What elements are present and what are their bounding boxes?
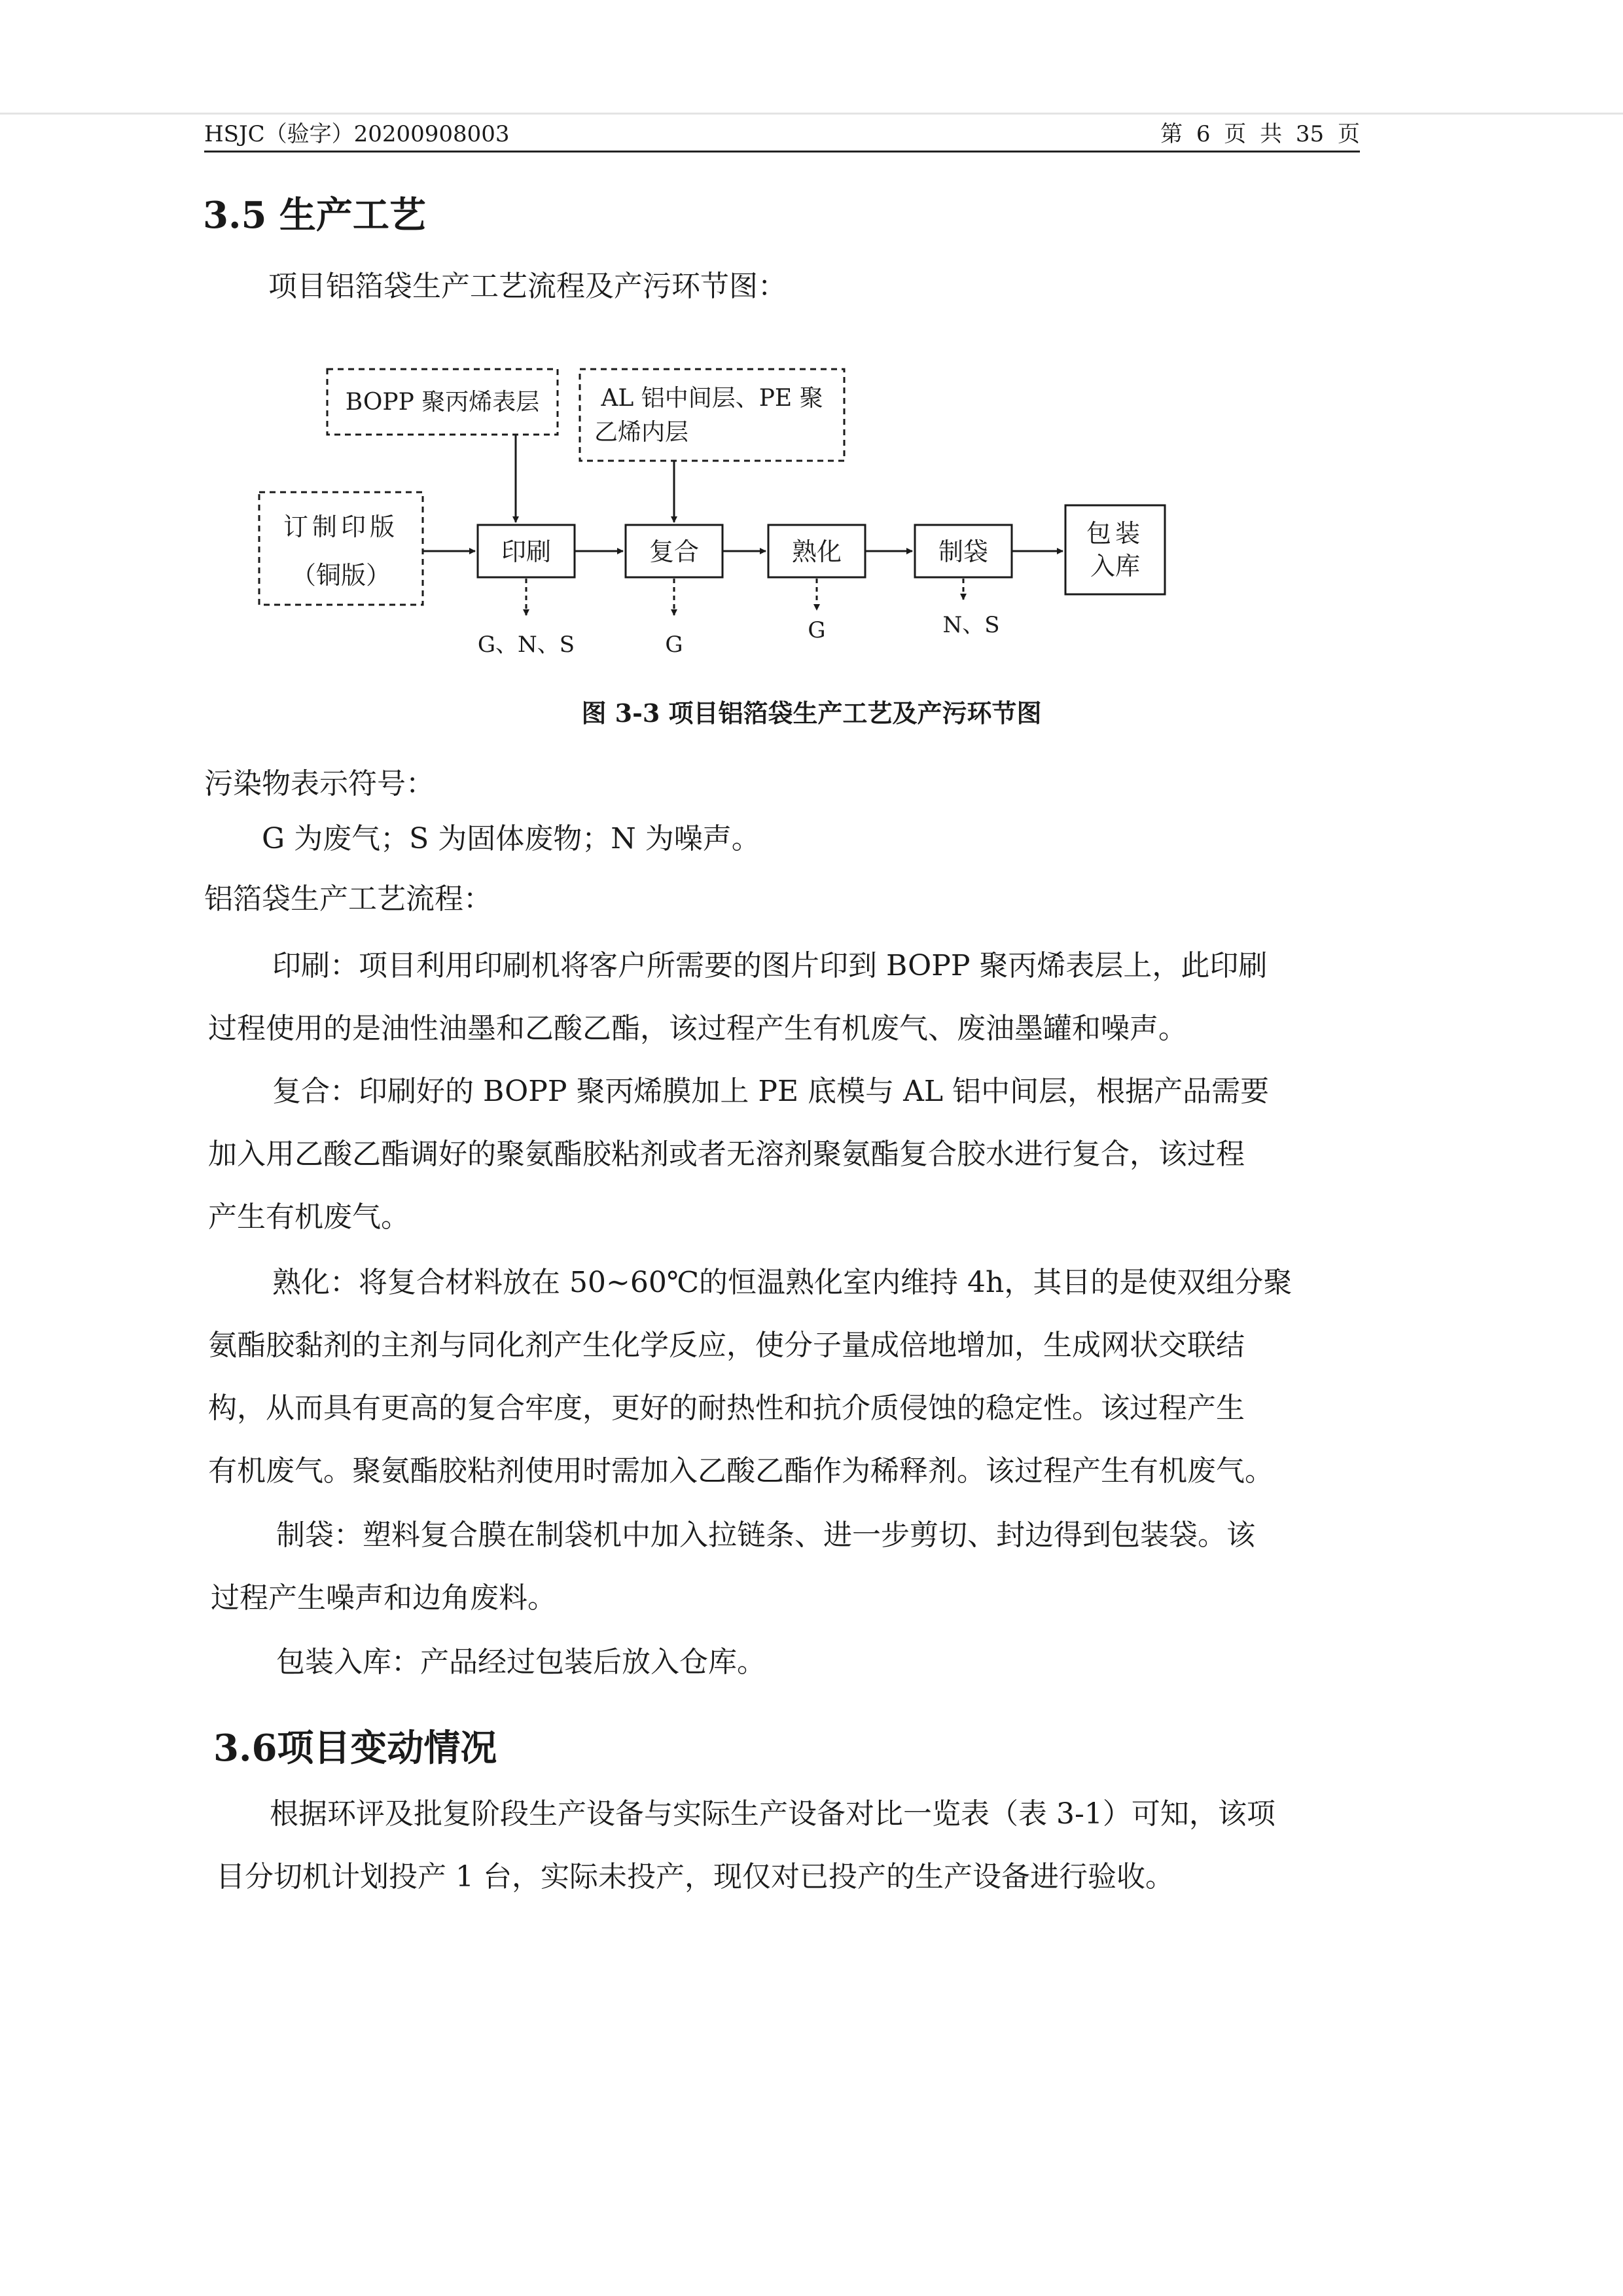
process-flow-diagram — [236, 353, 1191, 694]
page-number: 第 6 页 共 35 页 — [1160, 121, 1360, 147]
process-line: 过程产生噪声和边角废料。 — [211, 1581, 556, 1615]
bag-step-label: 制袋 — [938, 537, 989, 566]
composite-step-label: 复合 — [649, 537, 700, 566]
composite-emission-label: G — [665, 632, 683, 658]
process-line: 印刷：项目利用印刷机将客户所需要的图片印到 BOPP 聚丙烯表层上，此印刷 — [272, 949, 1268, 982]
process-heading: 铝箔袋生产工艺流程： — [204, 882, 492, 916]
document-id: HSJC（验字）20200908003 — [204, 121, 510, 147]
process-line: 包装入库：产品经过包装后放入仓库。 — [276, 1645, 766, 1679]
cure-emission-label: G — [808, 617, 826, 643]
bag-emission-label: N、S — [942, 612, 1000, 638]
process-line: 产生有机废气。 — [208, 1200, 410, 1234]
section-3-6-line: 目分切机计划投产 1 台，实际未投产，现仅对已投产的生产设备进行验收。 — [216, 1860, 1174, 1893]
process-line: 熟化：将复合材料放在 50~60℃的恒温熟化室内维持 4h，其目的是使双组分聚 — [272, 1266, 1293, 1299]
process-line: 有机废气。聚氨酯胶粘剂使用时需加入乙酸乙酯作为稀释剂。该过程产生有机废气。 — [208, 1454, 1274, 1488]
pack-step-label-line1: 包装 — [1086, 519, 1145, 548]
bopp-input-label: BOPP 聚丙烯表层 — [345, 389, 540, 416]
process-line: 加入用乙酸乙酯调好的聚氨酯胶粘剂或者无溶剂聚氨酯复合胶水进行复合，该过程 — [208, 1138, 1245, 1171]
section-3-5-title: 3.5 生产工艺 — [203, 194, 426, 237]
scan-edge-line — [0, 113, 1623, 115]
process-line: 构，从而具有更高的复合牢度，更好的耐热性和抗介质侵蚀的稳定性。该过程产生 — [208, 1391, 1245, 1425]
process-line: 制袋：塑料复合膜在制袋机中加入拉链条、进一步剪切、封边得到包装袋。该 — [276, 1518, 1255, 1552]
page-header — [204, 118, 1360, 152]
process-line: 复合：印刷好的 BOPP 聚丙烯膜加上 PE 底模与 AL 铝中间层，根据产品需要 — [272, 1075, 1270, 1108]
cure-step-label: 熟化 — [791, 537, 842, 566]
section-3-6-line: 根据环评及批复阶段生产设备与实际生产设备对比一览表（表 3-1）可知，该项 — [270, 1797, 1275, 1831]
diagram-intro: 项目铝箔袋生产工艺流程及产污环节图： — [268, 270, 787, 303]
al-pe-input-box — [580, 369, 844, 461]
plate-input-label-line1: 订制印版 — [283, 512, 399, 541]
figure-caption: 图 3-3 项目铝箔袋生产工艺及产污环节图 — [581, 698, 1042, 728]
al-pe-input-label-line1: AL 铝中间层、PE 聚 — [601, 385, 823, 412]
legend-text: G 为废气；S 为固体废物；N 为噪声。 — [262, 822, 760, 855]
print-emission-label: G、N、S — [477, 632, 575, 658]
process-line: 过程使用的是油性油墨和乙酸乙酯，该过程产生有机废气、废油墨罐和噪声。 — [208, 1012, 1187, 1045]
al-pe-input-label-line2: 乙烯内层 — [594, 419, 689, 446]
print-step-label: 印刷 — [501, 537, 552, 566]
legend-heading: 污染物表示符号： — [204, 767, 435, 800]
process-line: 氨酯胶黏剂的主剂与同化剂产生化学反应，使分子量成倍地增加，生成网状交联结 — [208, 1329, 1245, 1362]
plate-input-label-line2: （铜版） — [291, 561, 391, 590]
section-3-6-title: 3.6项目变动情况 — [213, 1727, 497, 1770]
pack-step-label-line2: 入库 — [1090, 552, 1141, 581]
